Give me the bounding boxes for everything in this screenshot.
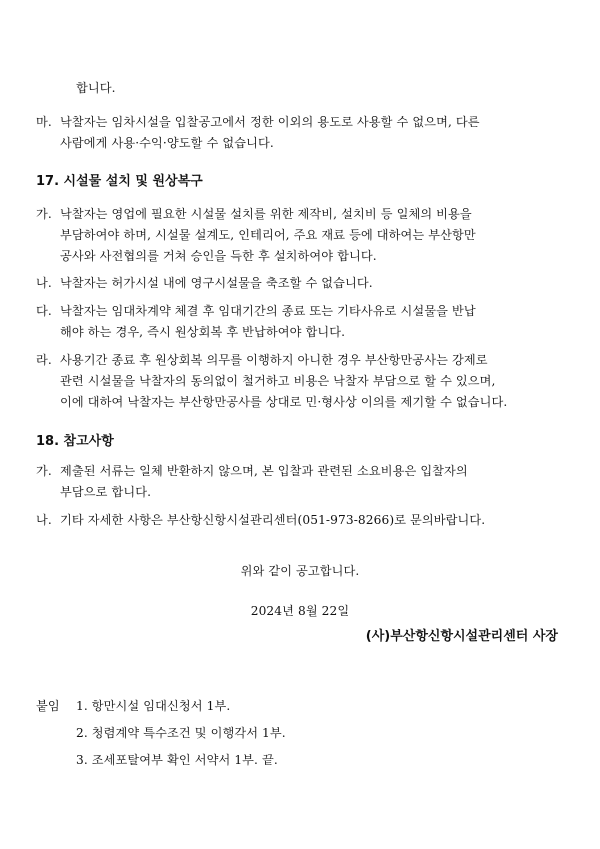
issuer-signature: (사)부산항신항시설관리센터 사장	[365, 629, 558, 644]
paragraph-line: 이에 대하여 낙찰자는 부산항만공사를 상대로 민·형사상 이의를 제기할 수 없습니다.	[60, 395, 508, 409]
paragraph-line: 낙찰자는 영업에 필요한 시설물 설치를 위한 제작비, 설치비 등 일체의 비용을	[60, 207, 472, 221]
section-heading: 18. 참고사항	[36, 434, 114, 449]
paragraph-line: 낙찰자는 허가시설 내에 영구시설물을 축조할 수 없습니다.	[60, 276, 373, 290]
item-marker: 나.	[36, 276, 52, 290]
paragraph-line: 해야 하는 경우, 즉시 원상회복 후 반납하여야 합니다.	[60, 325, 346, 339]
item-marker: 나.	[36, 513, 52, 527]
paragraph-line: 관련 시설물을 낙찰자의 동의없이 철거하고 비용은 낙찰자 부담으로 할 수 있으며,	[60, 374, 496, 388]
attachment-item: 2. 청렴계약 특수조건 및 이행각서 1부.	[76, 726, 286, 740]
attachments-label: 붙임	[36, 699, 60, 713]
paragraph-line: 낙찰자는 임대차계약 체결 후 임대기간의 종료 또는 기타사유로 시설물을 반납	[60, 304, 476, 318]
paragraph-line: 부담하여야 하며, 시설물 설계도, 인테리어, 주요 재료 등에 대하여는 부산항만	[60, 228, 476, 242]
attachment-item: 1. 항만시설 임대신청서 1부.	[76, 699, 231, 713]
paragraph-line: 공사와 사전협의를 거쳐 승인을 득한 후 설치하여야 합니다.	[60, 249, 377, 263]
paragraph-line: 제출된 서류는 일체 반환하지 않으며, 본 입찰과 관련된 소요비용은 입찰자의	[60, 464, 468, 478]
item-marker: 가.	[36, 207, 52, 221]
section-heading: 17. 시설물 설치 및 원상복구	[36, 174, 203, 189]
continuation-text: 합니다.	[76, 81, 116, 95]
item-marker: 가.	[36, 464, 52, 478]
closing-statement: 위와 같이 공고합니다.	[240, 564, 360, 578]
paragraph-line: 사용기간 종료 후 원상회복 의무를 이행하지 아니한 경우 부산항만공사는 강제로	[60, 353, 488, 367]
item-marker: 마.	[36, 115, 52, 129]
paragraph-line: 사람에게 사용·수익·양도할 수 없습니다.	[60, 136, 274, 150]
announcement-date: 2024년 8월 22일	[250, 604, 350, 618]
paragraph-line: 부담으로 합니다.	[60, 485, 152, 499]
item-marker: 라.	[36, 353, 52, 367]
paragraph-line: 기타 자세한 사항은 부산항신항시설관리센터(051-973-8266)로 문의바랍니다.	[60, 513, 486, 527]
paragraph-line: 낙찰자는 임차시설을 입찰공고에서 정한 이외의 용도로 사용할 수 없으며, 다른	[60, 115, 480, 129]
item-marker: 다.	[36, 304, 52, 318]
attachment-item: 3. 조세포탈여부 확인 서약서 1부. 끝.	[76, 753, 278, 767]
